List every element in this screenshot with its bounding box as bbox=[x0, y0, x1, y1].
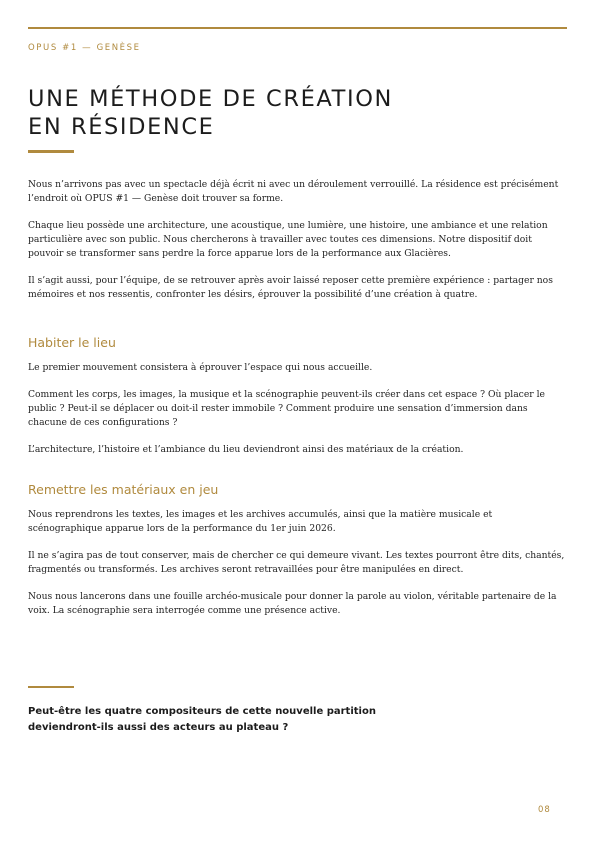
section-paragraph: Comment les corps, les images, la musique et la scénographie peuvent-ils créer dans cet espace ? Où placer le public ? Peut-il se déplacer ou doit-il rester immobile ? Comment produire une sensation d’immersion dans chacune de ces configurations ? bbox=[28, 389, 545, 428]
page-title-line-1: UNE MÉTHODE DE CRÉATION bbox=[28, 86, 393, 112]
section-eyebrow: OPUS #1 — GENÈSE bbox=[28, 43, 141, 53]
section-paragraph: Le premier mouvement consistera à éprouver l’espace qui nous accueille. bbox=[28, 362, 373, 373]
intro-paragraph: Il s’agit aussi, pour l’équipe, de se retrouver après avoir laissé reposer cette première expérience : partager nos mémoires et nos ressentis, confronter les désirs, éprouver la possibilité d’une création à quatre. bbox=[28, 275, 553, 300]
intro-paragraph: Chaque lieu possède une architecture, une acoustique, une lumière, une histoire, une ambiance et une relation particulière avec son public. Nous chercherons à travailler avec toutes ces dimensions. Notre dispositif doit pouvoir se transformer sans perdre la force apparue lors de la performance aux Glacières. bbox=[28, 220, 548, 259]
page-title-line-2: EN RÉSIDENCE bbox=[28, 114, 215, 140]
title-underline bbox=[28, 150, 74, 153]
section-paragraph: Nous reprendrons les textes, les images et les archives accumulés, ainsi que la matière musicale et scénographique apparue lors de la performance du 1er juin 2026. bbox=[28, 509, 493, 534]
top-divider bbox=[28, 27, 567, 29]
intro-paragraph: Nous n’arrivons pas avec un spectacle déjà écrit ni avec un déroulement verrouillé. La résidence est précisément l’endroit où OPUS #1 — Genèse doit trouver sa forme. bbox=[28, 179, 559, 204]
section-heading-remettre-les-materiaux: Remettre les matériaux en jeu bbox=[28, 482, 219, 497]
closing-quote-line-1: Peut-être les quatre compositeurs de cette nouvelle partition bbox=[28, 706, 376, 717]
closing-quote bbox=[28, 704, 388, 736]
section-paragraph: L’architecture, l’histoire et l’ambiance du lieu deviendront ainsi des matériaux de la création. bbox=[28, 444, 464, 455]
section-heading-habiter-le-lieu: Habiter le lieu bbox=[28, 335, 116, 350]
page-number: 08 bbox=[538, 805, 551, 815]
section-paragraph: Il ne s’agira pas de tout conserver, mais de chercher ce qui demeure vivant. Les textes pourront être dits, chantés, fragmentés ou transformés. Les archives seront retravaillées pour être manipulées en direct. bbox=[28, 550, 565, 575]
section-body-habiter-le-lieu bbox=[28, 361, 567, 470]
section-body-remettre-les-materiaux bbox=[28, 508, 567, 631]
closing-quote-line-2: deviendront-ils aussi des acteurs au plateau ? bbox=[28, 722, 289, 733]
section-paragraph: Nous nous lancerons dans une fouille archéo-musicale pour donner la parole au violon, véritable partenaire de la voix. La scénographie sera interrogée comme une présence active. bbox=[28, 591, 557, 616]
quote-divider bbox=[28, 686, 74, 688]
page-title bbox=[28, 85, 393, 141]
intro-block bbox=[28, 178, 567, 315]
